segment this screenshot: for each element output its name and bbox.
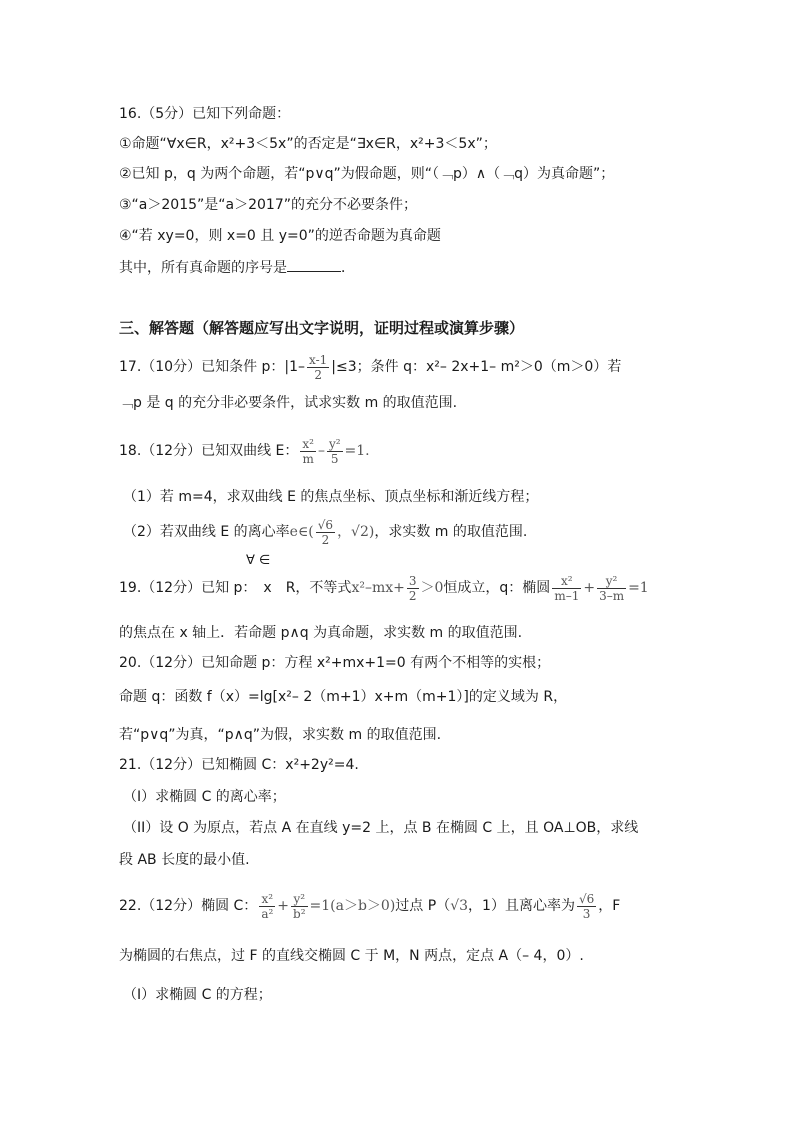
q22-line-1: 22.（12分）椭圆 C： $\frac{\text{x²}}{\text{a²}}$ + $\frac{\text{y²}}{\text{b²}}$ =1(a＞b＞0)过点 P（√3，1）且离心率为 $\frac{√6}{3}$ ，F [119, 891, 621, 921]
q22-condition: =1(a＞b＞0) [309, 898, 396, 914]
q19-line-2: 的焦点在 x 轴上．若命题 p∧q 为真命题，求实数 m 的取值范围. [119, 625, 523, 641]
q22-root-3: √3 [450, 898, 469, 914]
q18-text-a: 18.（12分）已知双曲线 E： [119, 443, 299, 459]
q22-text-c: ，1）且离心率为 [468, 898, 575, 914]
q18-part-1: （1）若 m=4，求双曲线 E 的焦点坐标、顶点坐标和渐近线方程； [123, 489, 539, 505]
q18-ecc-open: e∈( [289, 524, 314, 540]
q22-frac-x: $\frac{\text{x²}}{\text{a²}}$ [261, 891, 274, 921]
q16-statement-1: ①命题“∀x∈R，x²+3＜5x”的否定是“∃x∈R，x²+3＜5x”； [119, 136, 497, 152]
q20-line-1: 20.（12分）已知命题 p：方程 x²+mx+1=0 有两个不相等的实根； [119, 655, 551, 671]
q22-text-b: 过点 P（ [395, 898, 451, 914]
q18-ecc-fraction: $\frac{√6}{2}$ [317, 517, 334, 547]
q22-text-d: ，F [598, 898, 621, 914]
q17-text-b: |≤3；条件 q：x²– 2x+1– m²＞0（m＞0）若 [331, 359, 622, 375]
q22-line-3: （Ⅰ）求椭圆 C 的方程； [123, 987, 272, 1003]
q19-fraction: $\frac{3}{2}$ [408, 573, 417, 603]
q16-answer-prompt: 其中，所有真命题的序号是 [119, 260, 287, 276]
q21-line-2: （I）求椭圆 C 的离心率； [123, 789, 286, 805]
q17-text-a: 17.（10分）已知条件 p：|1– [119, 359, 306, 375]
q22-ecc-fraction: $\frac{√6}{3}$ [578, 891, 595, 921]
q18-frac-y: $\frac{\text{y²}}{5}$ [328, 436, 341, 466]
q17-fraction-num: x-1 [309, 352, 328, 367]
q16-head: 16.（5分）已知下列命题： [119, 106, 291, 122]
q19-text-b: 恒成立，q：椭圆 [443, 580, 551, 596]
q16-statement-4: ④“若 xy=0，则 x=0 且 y=0”的逆否命题为真命题 [119, 228, 441, 244]
q18-line-1: 18.（12分）已知双曲线 E： $\frac{\text{x²}}{m}$ – $\frac{\text{y²}}{5}$ =1. [119, 436, 370, 466]
q18-frac-x: $\frac{\text{x²}}{m}$ [302, 436, 314, 466]
q16-statement-3: ③“a＞2015”是“a＞2017”的充分不必要条件； [119, 197, 417, 213]
q20-line-3: 若“p∨q”为真，“p∧q”为假，求实数 m 的取值范围. [119, 727, 442, 743]
q21-line-1: 21.（12分）已知椭圆 C：x²+2y²=4. [119, 757, 359, 773]
q16-answer-line [119, 257, 355, 278]
q18-part-2 [123, 515, 527, 549]
q20-line-2: 命题 q：函数 f（x）=lg[x²– 2（m+1）x+m（m+1）]的定义域为 R， [119, 689, 568, 705]
q16-statement-2: ②已知 p，q 为两个命题，若“p∨q”为假命题，则“（﹁p）∧（﹁q）为真命题”； [119, 166, 615, 182]
q16-answer-end: ． [341, 260, 355, 276]
q22-text-a: 22.（12分）椭圆 C： [119, 898, 258, 914]
q22-frac-y: $\frac{\text{y²}}{\text{b²}}$ [293, 891, 306, 921]
section-heading: 三、解答题（解答题应写出文字说明，证明过程或演算步骤） [119, 319, 525, 337]
q18-part-2-text-a: （2）若双曲线 E 的离心率 [123, 524, 290, 540]
q19-equals: =1 [628, 580, 649, 596]
q22-line-2: 为椭圆的右焦点，过 F 的直线交椭圆 C 于 M，N 两点，定点 A（– 4，0）. [119, 948, 584, 964]
answer-blank [287, 257, 341, 272]
q17-line-1 [119, 350, 621, 384]
q17-fraction-den: 2 [307, 367, 329, 382]
q19-text-a: 19.（12分）已知 p： x R，不等式 [119, 580, 352, 596]
q19-line-1: 19.（12分）已知 p： x R，不等式x²–mx+ $\frac{3}{2}$ ＞0恒成立，q：椭圆 $\frac{\text{x²}}{m-1}$ + $\frac{\text{y²}}{3-m}$ =1 [119, 573, 649, 603]
q19-quantifier-symbols: ∀ ∈ [246, 553, 271, 568]
q21-line-3: （II）设 O 为原点，若点 A 在直线 y=2 上，点 B 在椭圆 C 上，且 OA⊥OB，求线 [123, 820, 639, 836]
q19-frac-x: $\frac{\text{x²}}{m-1}$ [554, 573, 580, 603]
q19-ineq-b: ＞0 [420, 580, 444, 596]
q18-equals: =1. [344, 443, 370, 459]
q21-line-4: 段 AB 长度的最小值. [119, 852, 250, 868]
q19-frac-y: $\frac{\text{y²}}{3-m}$ [599, 573, 625, 603]
q18-ecc-close: ，√2) [337, 524, 375, 540]
q17-line-2: ﹁p 是 q 的充分非必要条件，试求实数 m 的取值范围. [119, 395, 458, 411]
q17-fraction [307, 353, 329, 382]
q18-part-2-text-b: ，求实数 m 的取值范围. [374, 524, 528, 540]
q19-ineq-a: x²–mx+ [351, 580, 405, 596]
